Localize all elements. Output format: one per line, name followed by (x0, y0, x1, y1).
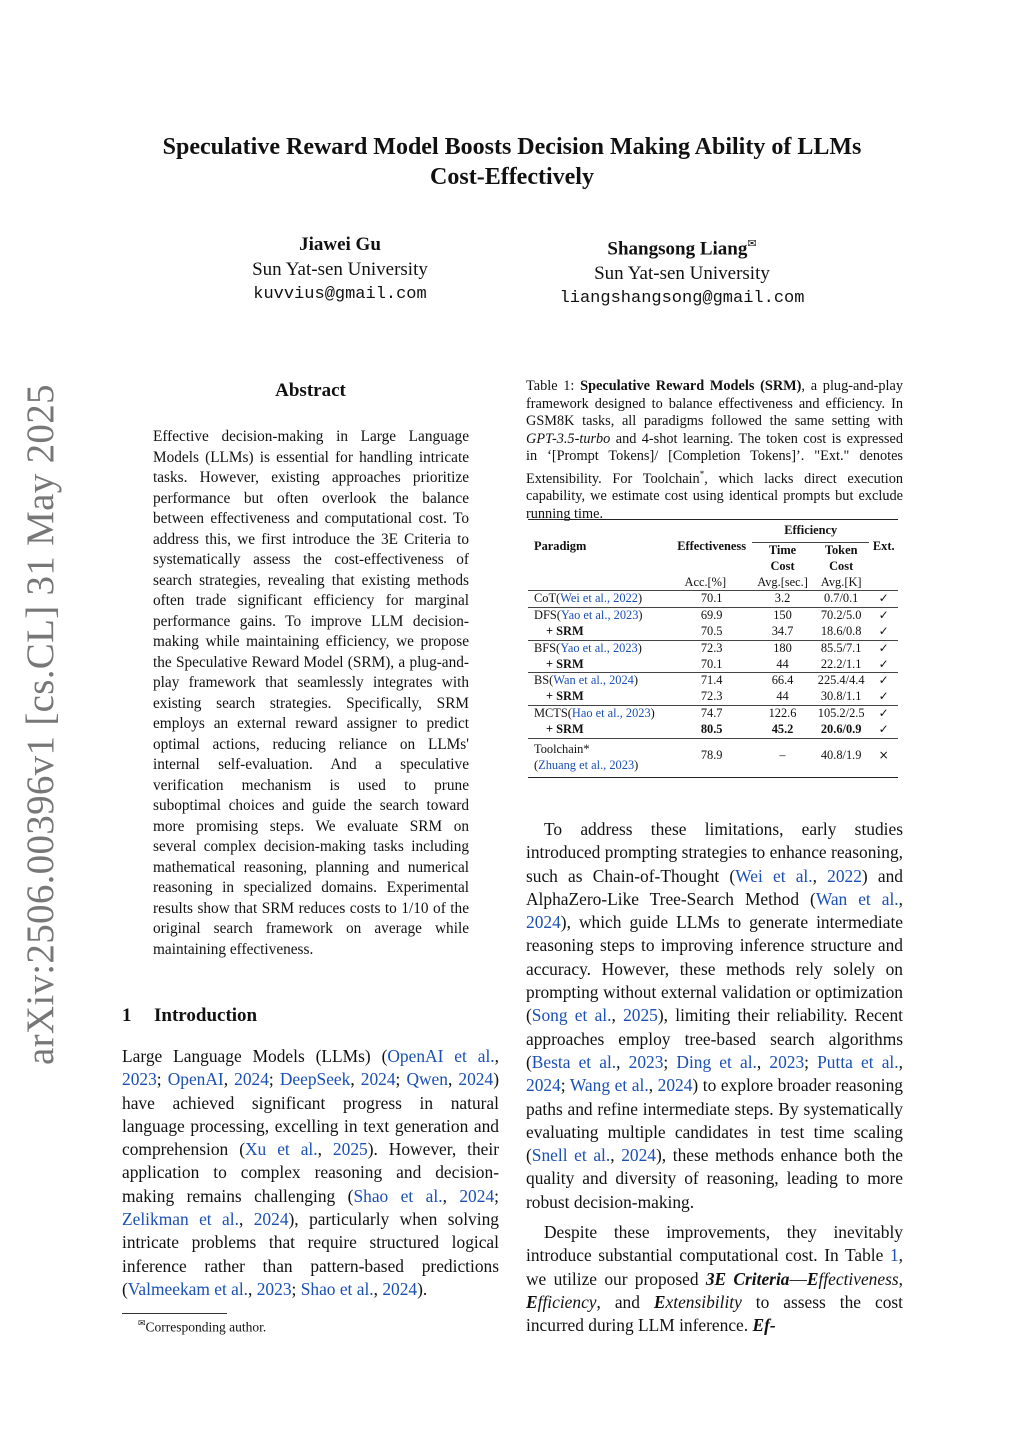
section-number: 1 (122, 1005, 132, 1026)
citation-link[interactable]: DeepSeek (279, 1069, 351, 1090)
acc-cell: 78.9 (671, 738, 752, 773)
time-cell: 150 (752, 608, 813, 624)
ext-cell: ✓ (878, 656, 889, 671)
unit-time: Avg.[sec.] (757, 574, 808, 589)
header-efficiency: Efficiency (752, 520, 869, 543)
token-cell: 70.2/5.0 (813, 608, 869, 624)
paper-title (120, 132, 904, 192)
table-row (528, 591, 898, 608)
header-effectiveness: Effectiveness (671, 520, 752, 575)
author-name: Jiawei Gu (299, 234, 381, 255)
citation-link[interactable]: Song et al. (531, 1005, 612, 1026)
author-name: Shangsong Liang (607, 238, 748, 260)
method-cell: BS(Wan et al., 2024) (528, 673, 671, 689)
time-cell: 66.4 (752, 673, 813, 689)
method-cell: CoT(Wei et al., 2022) (528, 591, 671, 608)
token-cell: 225.4/4.4 (813, 673, 869, 689)
citation-link[interactable]: 2023 (628, 1051, 664, 1072)
envelope-icon: ✉ (138, 1318, 146, 1328)
acc-cell: 69.9 (671, 608, 752, 624)
paragraph: Despite these improvements, they inevitably introduce substantial computational cost. In Table 1, we utilize our proposed 3E Criteria—Effectiveness, Efficiency, and Extensibility to assess the cost incurred during LLM inference. Ef- (526, 1222, 904, 1336)
time-cell: 3.2 (752, 591, 813, 608)
citation-link[interactable]: 2024 (657, 1075, 693, 1096)
citation-link[interactable]: Wan et al., 2024 (553, 673, 634, 688)
paragraph: To address these limitations, early studies introduced prompting strategies to enhance reasoning, such as Chain-of-Thought (Wei et al., 2022) and AlphaZero-Like Tree-Search Method (Wan et al., 2024), which guide LLMs to generate intermediate reasoning steps to improving inference structure and accuracy. However, these methods rely solely on prompting without external validation or optimization (Song et al., 2025), limiting their reliability. Recent approaches employ tree-based search algorithms (Besta et al., 2023; Ding et al., 2023; Putta et al., 2024; Wang et al., 2024) to explore broader reasoning paths and refine intermediate steps. By systematically evaluating multiple candidates in test time scaling (Snell et al., 2024), these methods enhance both the quality and diversity of reasoning, leading to more robust decision-making. (526, 819, 903, 1212)
unit-token: Avg.[K] (820, 574, 862, 589)
table-row (528, 673, 898, 689)
author-email[interactable]: kuvvius@gmail.com (253, 285, 427, 304)
token-cell: 105.2/2.5 (813, 705, 869, 721)
citation-link[interactable]: 2022 (827, 865, 862, 886)
title-line-2: Cost-Effectively (430, 164, 594, 190)
header-ext: Ext. (869, 520, 898, 575)
method-cell: BFS(Yao et al., 2023) (528, 640, 671, 656)
citation-link[interactable]: 2024 (234, 1069, 269, 1090)
ext-cell: ✓ (878, 623, 889, 638)
ext-cell: ✓ (869, 591, 898, 608)
section-title: Introduction (154, 1005, 258, 1026)
envelope-icon: ✉ (747, 238, 757, 250)
citation-link[interactable]: Wei et al. (735, 865, 813, 886)
token-cell: 40.8/1.9 (813, 738, 869, 773)
arxiv-stamp: arXiv:2506.00396v1 [cs.CL] 31 May 2025 (19, 384, 62, 1065)
acc-cell: 71.4 (671, 673, 752, 689)
citation-link[interactable]: Shao et al. (300, 1278, 374, 1299)
header-token-cost: Cost (829, 558, 854, 573)
table-row (528, 689, 898, 705)
table-row (528, 624, 898, 640)
section-heading (122, 1005, 257, 1027)
citation-link[interactable]: OpenAI (167, 1069, 224, 1090)
method-cell: + SRM (546, 689, 584, 704)
units-row (528, 575, 898, 591)
author-block-1 (180, 232, 500, 307)
header-time-cost: Cost (770, 558, 795, 573)
method-cell: MCTS(Hao et al., 2023) (528, 705, 671, 721)
table-row (528, 722, 898, 738)
author-email[interactable]: liangshangsong@gmail.com (559, 289, 805, 309)
citation-link[interactable]: Ding et al. (676, 1051, 757, 1072)
table-row (528, 608, 898, 624)
citation-link[interactable]: Hao et al., 2023 (571, 705, 651, 720)
abstract-text: Effective decision-making in Large Language Models (LLMs) is essential for handling intricate tasks. However, existing approaches prioritize performance but often overlook the balance between effectiveness and computational cost. To address this, we first introduce the 3E Criteria to systematically assess the cost-effectiveness of search strategies, revealing that existing methods often trade significant efficiency for marginal performance gains. To improve LLM decision-making while maintaining efficiency, we propose the Speculative Reward Model (SRM), a plug-and-play framework that seamlessly integrates with existing search strategies. Specifically, SRM employs an external reward assigner to predict optimal actions, reducing reliance on LLMs' internal self-evaluation. And a speculative verification mechanism is used to prune suboptimal choices and guide the search toward more promising steps. We evaluate SRM on several complex decision-making tasks including mathematical reasoning, planning and numerical reasoning in specialized domains. Experimental results show that SRM reduces costs to 1/10 of the original search framework on average while maintaining effectiveness. (153, 428, 469, 958)
author-affiliation: Sun Yat-sen University (594, 263, 770, 285)
right-column-text (526, 818, 903, 1338)
footnote-text: Corresponding author. (145, 1319, 267, 1335)
citation-link[interactable]: Wan et al. (815, 888, 899, 909)
method-cell: DFS(Yao et al., 2023) (528, 608, 671, 624)
acc-cell: 70.1 (700, 656, 723, 671)
citation-link[interactable]: 2024 (360, 1069, 396, 1090)
citation-link[interactable]: 2024 (526, 1075, 561, 1096)
method-cell: + SRM (546, 721, 584, 736)
ext-cell: × (869, 738, 898, 773)
citation-link[interactable]: Snell et al. (531, 1145, 611, 1166)
citation-link[interactable]: Valmeekam et al. (127, 1278, 249, 1299)
header-paradigm: Paradigm (528, 520, 671, 575)
token-cell: 85.5/7.1 (813, 640, 869, 656)
citation-link[interactable]: 2025 (332, 1139, 368, 1160)
time-cell: 45.2 (771, 721, 794, 736)
citation-link[interactable]: Qwen (406, 1069, 448, 1090)
ext-cell: ✓ (869, 705, 898, 721)
token-cell: 30.8/1.1 (820, 689, 862, 704)
acc-cell: 72.3 (671, 640, 752, 656)
token-cell: 20.6/0.9 (820, 721, 862, 736)
table-row (528, 738, 898, 773)
citation-link[interactable]: Xu et al. (245, 1139, 318, 1160)
citation-link[interactable]: 2024 (458, 1069, 494, 1090)
results-table (528, 519, 898, 778)
table-ref-link[interactable]: 1 (889, 1245, 899, 1266)
method-cell: Toolchain* (Zhuang et al., 2023) (528, 738, 671, 773)
token-cell: 18.6/0.8 (820, 623, 862, 638)
citation-link[interactable]: 2024 (459, 1185, 495, 1206)
author-affiliation: Sun Yat-sen University (252, 259, 428, 280)
title-line-1: Speculative Reward Model Boosts Decision Making Ability of LLMs (162, 134, 862, 160)
time-cell: 180 (752, 640, 813, 656)
time-cell: 44 (776, 656, 789, 671)
time-cell: – (752, 738, 813, 773)
time-cell: 122.6 (752, 705, 813, 721)
table-row (528, 640, 898, 656)
time-cell: 34.7 (771, 623, 794, 638)
footnote (138, 1318, 266, 1336)
citation-link[interactable]: Wei et al., 2022 (560, 591, 638, 606)
acc-cell: 80.5 (700, 721, 723, 736)
table-caption: Table 1: Speculative Reward Models (SRM), a plug-and-play framework designed to balance effectiveness and efficiency. In GSM8K tasks, all paradigms followed the same setting with GPT-3.5-turbo and 4-shot learning. The token cost is expressed in ‘[Prompt Tokens]/ [Completion Tokens]’. "Ext." denotes Extensibility. For Toolchain*, which lacks direct execution capability, we estimate cost using identical prompts but exclude running time. (526, 378, 903, 522)
token-cell: 0.7/0.1 (813, 591, 869, 608)
citation-link[interactable]: Zhuang et al., 2023 (538, 757, 635, 772)
citation-link[interactable]: 2024 (621, 1145, 656, 1166)
citation-link[interactable]: Zelikman et al. (122, 1209, 239, 1230)
method-cell: + SRM (546, 623, 584, 638)
method-cell: + SRM (546, 656, 584, 671)
citation-link[interactable]: 2024 (382, 1278, 418, 1299)
acc-cell: 70.5 (700, 623, 723, 638)
citation-link[interactable]: 2023 (769, 1051, 805, 1072)
footnote-rule (122, 1313, 227, 1314)
ext-cell: ✓ (869, 640, 898, 656)
citation-link[interactable]: Yao et al., 2023 (560, 640, 638, 655)
table-row (528, 705, 898, 721)
author-block-2 (522, 232, 842, 311)
citation-link[interactable]: OpenAI et al. (387, 1046, 495, 1066)
time-cell: 44 (776, 689, 789, 704)
ext-cell: ✓ (878, 721, 889, 736)
citation-link[interactable]: 2023 (256, 1278, 292, 1299)
table-header-row (528, 520, 898, 543)
abstract-heading: Abstract (275, 380, 346, 401)
acc-cell: 74.7 (671, 705, 752, 721)
citation-link[interactable]: Yao et al., 2023 (560, 608, 639, 623)
citation-link[interactable]: 2025 (623, 1005, 658, 1026)
header-token: Token (824, 543, 858, 557)
unit-acc: Acc.[%] (684, 574, 727, 589)
table-row (528, 657, 898, 673)
acc-cell: 70.1 (671, 591, 752, 608)
ext-cell: ✓ (869, 673, 898, 689)
intro-paragraph: Large Language Models (LLMs) (OpenAI et al., 2023; OpenAI, 2024; DeepSeek, 2024; Qwen, 2024) have achieved significant progress in natural language processing, excelling in text generation and comprehension (Xu et al., 2025). However, their application to complex reasoning and decision-making remains challenging (Shao et al., 2024; Zelikman et al., 2024), particularly when solving intricate problems that require structured logical inference rather than pattern-based predictions (Valmeekam et al., 2023; Shao et al., 2024). (122, 1046, 500, 1299)
token-cell: 22.2/1.1 (820, 656, 862, 671)
citation-link[interactable]: Wang et al. (569, 1075, 649, 1096)
acc-cell: 72.3 (700, 689, 723, 704)
citation-link[interactable]: Shao et al. (353, 1185, 443, 1206)
citation-link[interactable]: Besta et al. (531, 1051, 617, 1072)
citation-link[interactable]: 2023 (122, 1069, 157, 1090)
header-time: Time (768, 543, 797, 557)
ext-cell: ✓ (869, 608, 898, 624)
ext-cell: ✓ (878, 689, 889, 704)
citation-link[interactable]: Putta et al. (817, 1051, 899, 1072)
citation-link[interactable]: 2024 (253, 1209, 289, 1230)
citation-link[interactable]: 2024 (526, 912, 561, 933)
